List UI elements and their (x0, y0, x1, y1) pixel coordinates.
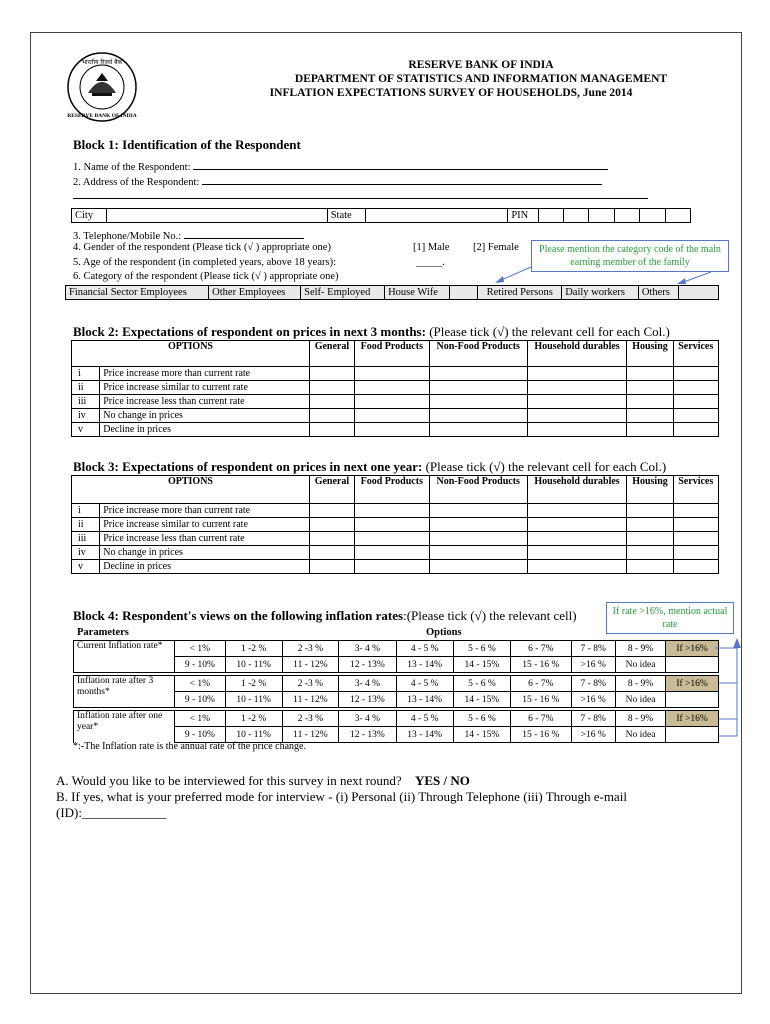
rate-cell[interactable]: >16 % (571, 692, 615, 708)
category-retired[interactable]: Retired Persons (478, 286, 562, 300)
rate-cell[interactable]: 7 - 8% (571, 711, 615, 727)
tick-cell[interactable] (527, 518, 627, 532)
rate-cell[interactable]: 7 - 8% (571, 676, 615, 692)
tick-cell[interactable] (627, 367, 673, 381)
tick-cell[interactable] (627, 546, 673, 560)
row-label: Decline in prices (100, 560, 310, 574)
table-row (74, 676, 719, 692)
rbi-logo (66, 51, 138, 123)
rate-cell[interactable]: 14 - 15% (453, 657, 510, 673)
telephone-label: 3. Telephone/Mobile No.: (73, 231, 182, 242)
tick-cell[interactable] (354, 546, 429, 560)
block2-title (73, 324, 670, 340)
block4-title (73, 608, 577, 624)
tick-cell[interactable] (354, 518, 429, 532)
state-label: State (327, 209, 366, 223)
row-index: v (72, 560, 100, 574)
tick-cell[interactable] (527, 409, 627, 423)
rate-cell[interactable]: 12 - 13% (339, 692, 396, 708)
name-field[interactable] (193, 160, 608, 170)
city-state-pin-table (71, 208, 691, 223)
header-line-1: RESERVE BANK OF INDIA (408, 59, 554, 71)
rate-cell[interactable]: 2 -3 % (282, 676, 339, 692)
tick-cell[interactable] (627, 560, 673, 574)
age-label: 5. Age of the respondent (in completed years, above 18 years): (73, 257, 336, 268)
rate-cell[interactable]: 10 - 11% (225, 692, 282, 708)
page-header (241, 58, 721, 100)
rate-cell[interactable]: 4 - 5 % (396, 711, 453, 727)
rate-callout: If rate >16%, mention actual rate (606, 602, 734, 634)
row-index: iv (72, 546, 100, 560)
block2-col-services: Services (673, 341, 718, 367)
table-row (72, 423, 719, 437)
tick-cell[interactable] (627, 504, 673, 518)
tick-cell[interactable] (310, 409, 355, 423)
block2-head-options: OPTIONS (72, 341, 310, 367)
rate-cell[interactable]: 8 - 9% (615, 641, 665, 657)
rate-cell[interactable]: 1 -2 % (225, 676, 282, 692)
rate-cell[interactable]: 15 - 16 % (511, 727, 572, 743)
row-label: Decline in prices (100, 423, 310, 437)
pin-digit[interactable] (589, 209, 614, 223)
tick-cell[interactable] (310, 546, 355, 560)
block2-table (71, 340, 719, 437)
age-question (73, 257, 336, 268)
rate-cell[interactable]: 6 - 7% (511, 641, 572, 657)
tick-cell[interactable] (429, 560, 527, 574)
pin-label: PIN (508, 209, 538, 223)
tick-cell[interactable] (673, 560, 718, 574)
name-label: 1. Name of the Respondent: (73, 162, 191, 173)
tick-cell[interactable] (527, 504, 627, 518)
category-others[interactable]: Others (638, 286, 678, 300)
parameters-label: Parameters (77, 627, 129, 638)
question-a-text: A. Would you like to be interviewed for this survey in next round? (56, 773, 402, 788)
rate-cell[interactable]: 6 - 7% (511, 676, 572, 692)
block2-subtitle: (Please tick (√) the relevant cell for each Col.) (429, 324, 670, 339)
table-row (74, 711, 719, 727)
tick-cell[interactable] (310, 518, 355, 532)
table-row (74, 641, 719, 657)
rate-cell[interactable]: 9 - 10% (175, 657, 226, 673)
tick-cell[interactable] (673, 518, 718, 532)
block3-col-general: General (310, 476, 355, 504)
row-index: iii (72, 532, 100, 546)
tick-cell[interactable] (310, 532, 355, 546)
block3-table (71, 475, 719, 574)
rate-cell[interactable]: < 1% (175, 676, 226, 692)
email-id-field[interactable]: (ID):_____________ (56, 805, 167, 820)
gender-label: 4. Gender of the respondent (Please tick (√ ) appropriate one) (73, 242, 331, 253)
rate-cell[interactable]: 1 -2 % (225, 641, 282, 657)
tick-cell[interactable] (429, 518, 527, 532)
address-line-2 (73, 189, 648, 202)
gender-female-option[interactable]: [2] Female (473, 242, 519, 253)
category-code-box[interactable] (679, 286, 719, 300)
rate-cell[interactable]: >16 % (571, 657, 615, 673)
tick-cell[interactable] (429, 546, 527, 560)
question-b: B. If yes, what is your preferred mode for interview - (i) Personal (ii) Through Telephone (iii) Through e-mail (56, 789, 627, 804)
rate-cell[interactable]: 15 - 16 % (511, 657, 572, 673)
row-label: Price increase similar to current rate (100, 381, 310, 395)
rate-cell[interactable]: 7 - 8% (571, 641, 615, 657)
tick-cell[interactable] (673, 409, 718, 423)
rate-cell[interactable]: 11 - 12% (282, 692, 339, 708)
rate-cell[interactable]: 10 - 11% (225, 657, 282, 673)
tick-cell[interactable] (310, 381, 355, 395)
rate-cell[interactable]: 5 - 6 % (453, 641, 510, 657)
category-house-wife[interactable]: House Wife (385, 286, 450, 300)
tick-cell[interactable] (627, 518, 673, 532)
rate-cell[interactable]: 5 - 6 % (453, 676, 510, 692)
tick-cell[interactable] (429, 423, 527, 437)
address-field-2[interactable] (73, 189, 648, 199)
tick-cell[interactable] (673, 532, 718, 546)
address-field[interactable] (202, 175, 602, 185)
row-label: No change in prices (100, 409, 310, 423)
rate-cell[interactable]: 13 - 14% (396, 692, 453, 708)
tick-cell[interactable] (627, 532, 673, 546)
rate-cell[interactable]: No idea (615, 692, 665, 708)
tick-cell[interactable] (354, 532, 429, 546)
pin-digit[interactable] (614, 209, 639, 223)
rate-cell[interactable]: 1 -2 % (225, 711, 282, 727)
pin-digit[interactable] (538, 209, 563, 223)
rate-cell[interactable]: 6 - 7% (511, 711, 572, 727)
block4-table (73, 640, 719, 743)
block2-col-general: General (310, 341, 355, 367)
tick-cell[interactable] (673, 395, 718, 409)
rate-cell[interactable]: 11 - 12% (282, 657, 339, 673)
tick-cell[interactable] (429, 532, 527, 546)
tick-cell[interactable] (527, 395, 627, 409)
telephone-field[interactable] (184, 229, 304, 239)
rate-cell[interactable]: 13 - 14% (396, 657, 453, 673)
row-label: Price increase similar to current rate (100, 518, 310, 532)
table-row (72, 532, 719, 546)
category-question (73, 271, 339, 282)
rate-cell[interactable]: 11 - 12% (282, 727, 339, 743)
block2-col-food: Food Products (354, 341, 429, 367)
telephone-question (73, 229, 304, 242)
question-a (56, 773, 470, 788)
gender-male-option[interactable]: [1] Male (413, 242, 450, 253)
block3-title (73, 459, 666, 475)
address-question (73, 175, 602, 188)
param-current: Current Inflation rate* (74, 641, 175, 673)
block4-footnote: *:-The Inflation rate is the annual rate of the price change. (73, 741, 306, 752)
tick-cell[interactable] (429, 409, 527, 423)
table-row (72, 409, 719, 423)
tick-cell[interactable] (673, 546, 718, 560)
logo-bottom-text: RESERVE BANK OF INDIA (67, 113, 137, 119)
row-index: ii (72, 381, 100, 395)
rate-cell[interactable]: 5 - 6 % (453, 711, 510, 727)
row-label: Price increase less than current rate (100, 395, 310, 409)
rate-cell[interactable]: 2 -3 % (282, 641, 339, 657)
tick-cell[interactable] (527, 560, 627, 574)
row-index: iv (72, 409, 100, 423)
rate-cell[interactable]: 14 - 15% (453, 692, 510, 708)
tick-cell[interactable] (429, 504, 527, 518)
header-line-2: DEPARTMENT OF STATISTICS AND INFORMATION MANAGEMENT (294, 73, 668, 85)
block3-subtitle: (Please tick (√) the relevant cell for each Col.) (425, 459, 667, 474)
tick-cell[interactable] (354, 423, 429, 437)
rate-cell[interactable]: 9 - 10% (175, 692, 226, 708)
rate-cell[interactable]: No idea (615, 727, 665, 743)
rate-cell[interactable]: 15 - 16 % (511, 692, 572, 708)
tick-cell[interactable] (354, 409, 429, 423)
table-row (72, 381, 719, 395)
tick-cell[interactable] (527, 367, 627, 381)
state-field[interactable] (366, 209, 508, 223)
table-row (72, 504, 719, 518)
block3-col-housing: Housing (627, 476, 673, 504)
rate-cell-above16[interactable]: If >16% (666, 711, 719, 727)
pin-digit[interactable] (665, 209, 690, 223)
pin-digit[interactable] (564, 209, 589, 223)
rate-cell[interactable]: 3- 4 % (339, 711, 396, 727)
pin-digit[interactable] (640, 209, 665, 223)
tick-cell[interactable] (354, 367, 429, 381)
rate-cell-above16[interactable]: If >16% (666, 676, 719, 692)
row-label: Price increase more than current rate (100, 504, 310, 518)
tick-cell[interactable] (429, 395, 527, 409)
rate-cell[interactable]: >16 % (571, 727, 615, 743)
options-label: Options (426, 627, 462, 638)
row-index: ii (72, 518, 100, 532)
category-self-employed[interactable]: Self- Employed (301, 286, 385, 300)
param-one-year: Inflation rate after one year* (74, 711, 175, 743)
row-index: v (72, 423, 100, 437)
tick-cell[interactable] (527, 532, 627, 546)
tick-cell[interactable] (527, 381, 627, 395)
category-callout: Please mention the category code of the main earning member of the family (531, 240, 729, 272)
header-line-3: INFLATION EXPECTATIONS SURVEY OF HOUSEHOLDS, June 2014 (269, 87, 633, 99)
tick-cell[interactable] (429, 381, 527, 395)
row-label: Price increase less than current rate (100, 532, 310, 546)
age-field[interactable]: _____. (416, 257, 445, 268)
block2-col-durables: Household durables (527, 341, 627, 367)
name-question (73, 160, 608, 173)
tick-cell[interactable] (527, 546, 627, 560)
block3-col-nonfood: Non-Food Products (429, 476, 527, 504)
row-index: iii (72, 395, 100, 409)
block4-title-text: Block 4: Respondent's views on the following inflation rates (73, 608, 404, 623)
block3-title-text: Block 3: Expectations of respondent on prices in next one year: (73, 459, 423, 474)
tick-cell[interactable] (354, 504, 429, 518)
category-daily-workers[interactable]: Daily workers (562, 286, 639, 300)
category-label: 6. Category of the respondent (Please tick (√ ) appropriate one) (73, 271, 339, 282)
tick-cell[interactable] (310, 395, 355, 409)
gender-question (73, 242, 331, 253)
tick-cell[interactable] (354, 560, 429, 574)
row-index: i (72, 367, 100, 381)
tick-cell[interactable] (310, 423, 355, 437)
category-other-employees[interactable]: Other Employees (209, 286, 301, 300)
tick-cell[interactable] (673, 423, 718, 437)
row-index: i (72, 504, 100, 518)
block3-col-food: Food Products (354, 476, 429, 504)
tick-cell[interactable] (429, 367, 527, 381)
tick-cell[interactable] (627, 395, 673, 409)
tick-cell[interactable] (627, 381, 673, 395)
rate-cell[interactable]: 8 - 9% (615, 676, 665, 692)
table-row (72, 560, 719, 574)
block3-head-options: OPTIONS (72, 476, 310, 504)
rate-cell[interactable]: 3- 4 % (339, 676, 396, 692)
city-field[interactable] (106, 209, 327, 223)
row-label: No change in prices (100, 546, 310, 560)
tick-cell[interactable] (354, 381, 429, 395)
tick-cell[interactable] (627, 423, 673, 437)
rate-cell[interactable]: 2 -3 % (282, 711, 339, 727)
survey-form-page (30, 32, 742, 994)
rate-cell[interactable]: 4 - 5 % (396, 641, 453, 657)
block2-col-nonfood: Non-Food Products (429, 341, 527, 367)
address-label: 2. Address of the Respondent: (73, 177, 200, 188)
rate-cell[interactable]: 8 - 9% (615, 711, 665, 727)
tick-cell[interactable] (673, 504, 718, 518)
table-row (72, 518, 719, 532)
yes-no-option[interactable]: YES / NO (414, 773, 470, 788)
block4-subtitle: :(Please tick (√) the relevant cell) (403, 608, 577, 623)
category-blank[interactable] (450, 286, 478, 300)
table-row (72, 395, 719, 409)
rate-cell-above16[interactable]: If >16% (666, 641, 719, 657)
rate-cell[interactable]: No idea (615, 657, 665, 673)
tick-cell[interactable] (673, 381, 718, 395)
block3-col-durables: Household durables (527, 476, 627, 504)
block1-title: Block 1: Identification of the Respondent (73, 137, 301, 152)
rate-cell[interactable]: < 1% (175, 641, 226, 657)
tick-cell[interactable] (310, 560, 355, 574)
table-row (72, 367, 719, 381)
rate-cell[interactable]: 10 - 11% (225, 727, 282, 743)
city-label: City (72, 209, 107, 223)
tick-cell[interactable] (354, 395, 429, 409)
block3-col-services: Services (673, 476, 718, 504)
rate-cell[interactable]: 4 - 5 % (396, 676, 453, 692)
tick-cell[interactable] (627, 409, 673, 423)
param-3months: Inflation rate after 3 months* (74, 676, 175, 708)
rate-cell[interactable]: 13 - 14% (396, 727, 453, 743)
table-row (72, 546, 719, 560)
tick-cell[interactable] (310, 504, 355, 518)
category-table (65, 285, 719, 300)
logo-top-text: भारतीय रिज़र्व बैंक (81, 59, 123, 66)
rate-cell[interactable]: 14 - 15% (453, 727, 510, 743)
block2-title-text: Block 2: Expectations of respondent on prices in next 3 months: (73, 324, 426, 339)
row-label: Price increase more than current rate (100, 367, 310, 381)
block2-col-housing: Housing (627, 341, 673, 367)
category-financial[interactable]: Financial Sector Employees (66, 286, 209, 300)
rate-callout-connectors (711, 633, 741, 743)
rate-cell[interactable]: 3- 4 % (339, 641, 396, 657)
rate-cell[interactable]: 12 - 13% (339, 727, 396, 743)
rate-cell[interactable]: < 1% (175, 711, 226, 727)
rate-cell[interactable]: 12 - 13% (339, 657, 396, 673)
tick-cell[interactable] (673, 367, 718, 381)
rate-cell[interactable]: 9 - 10% (175, 727, 226, 743)
tick-cell[interactable] (310, 367, 355, 381)
tick-cell[interactable] (527, 423, 627, 437)
